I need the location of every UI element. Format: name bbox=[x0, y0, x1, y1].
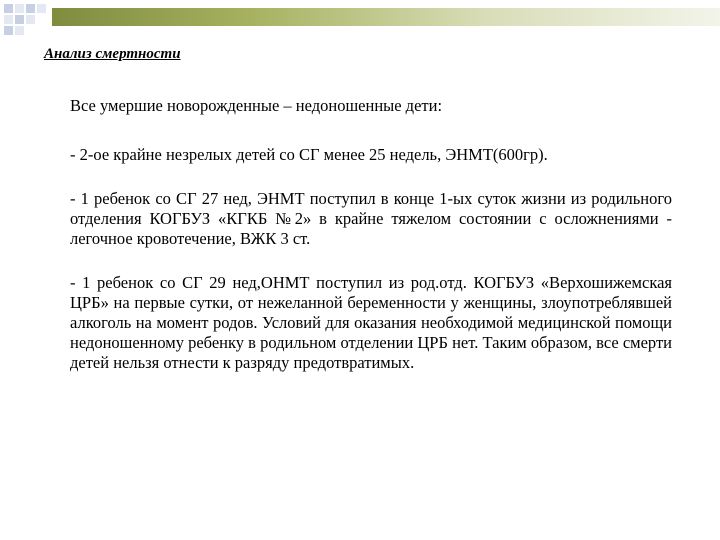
decorative-squares bbox=[0, 0, 60, 40]
decor-square bbox=[26, 15, 35, 24]
paragraph-intro: Все умершие новорожденные – недоношенные дети: bbox=[70, 96, 443, 115]
decor-square bbox=[15, 26, 24, 35]
decor-square bbox=[26, 4, 35, 13]
slide-title: Анализ смертности bbox=[44, 46, 181, 62]
paragraph-case-2: - 1 ребенок со СГ 27 нед, ЭНМТ поступил в конце 1-ых суток жизни из родильного отделения КОГБУЗ «КГКБ №2» в крайне тяжелом состоянии с осложнениями - легочное кровотечение, ВЖК 3 ст. bbox=[70, 189, 672, 248]
decor-square bbox=[37, 4, 46, 13]
decor-square bbox=[15, 4, 24, 13]
decor-square bbox=[15, 15, 24, 24]
decor-square bbox=[4, 4, 13, 13]
paragraph-case-1: - 2-ое крайне незрелых детей со СГ менее 25 недель, ЭНМТ(600гр). bbox=[70, 145, 548, 164]
decor-square bbox=[4, 15, 13, 24]
paragraph-case-3: - 1 ребенок со СГ 29 нед,ОНМТ поступил из род.отд. КОГБУЗ «Верхошижемская ЦРБ» на первые сутки, от нежеланной беременности у женщины, злоупотреблявшей алкоголь на момент родов. Условий для оказания необходимой медицинской помощи недоношенному ребенку в родильном отделении ЦРБ нет. Таким образом, все смерти детей нельзя отнести к разряду предотвратимых. bbox=[70, 273, 672, 372]
header-gradient-bar bbox=[52, 8, 720, 26]
decor-square bbox=[4, 26, 13, 35]
